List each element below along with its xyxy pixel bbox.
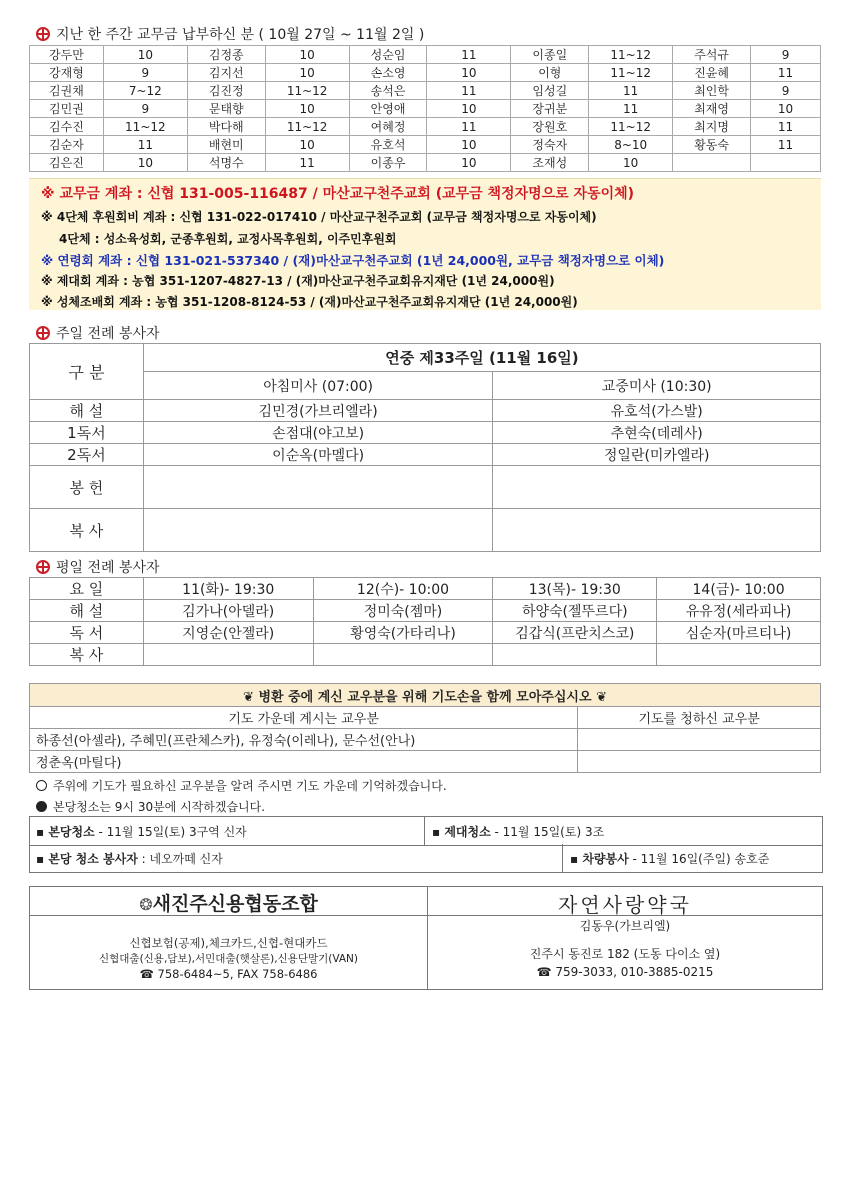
- donor-months: 10: [589, 154, 673, 172]
- donor-months: 11~12: [265, 118, 349, 136]
- donor-name: 유호석: [349, 136, 427, 154]
- donor-name: 석명수: [187, 154, 265, 172]
- table-row: [30, 751, 821, 773]
- table-row: [30, 509, 821, 552]
- table-row: [30, 729, 821, 751]
- cell: [143, 466, 493, 509]
- cell: [493, 466, 821, 509]
- cell: 12(수)- 10:00: [313, 578, 493, 600]
- row-label: 1독서: [30, 422, 144, 444]
- sunday-section-title: [36, 323, 160, 343]
- donor-months: 9: [103, 100, 187, 118]
- cell: 이순옥(마멜다): [143, 444, 493, 466]
- divider: [562, 844, 563, 872]
- notice-4groups-list: 4단체 : 성소육성회, 군종후원회, 교정사목후원회, 이주민후원회: [59, 232, 397, 246]
- cell: 황영숙(가타리나): [313, 622, 493, 644]
- value: : 네오까떼 신자: [137, 852, 223, 866]
- donor-months: 10: [427, 154, 511, 172]
- value: - 11월 16일(주일) 송호준: [628, 852, 770, 866]
- mass1-header: 아침미사 (07:00): [143, 372, 493, 400]
- cell: 손점대(야고보): [143, 422, 493, 444]
- phone: 759-3033, 010-3885-0215: [555, 965, 714, 979]
- donor-name: 이종우: [349, 154, 427, 172]
- donor-name: 문태향: [187, 100, 265, 118]
- donor-months: 11: [427, 46, 511, 64]
- cell: 정춘옥(마틸다): [30, 751, 578, 773]
- shinhyup-logo-icon: ❂: [139, 895, 153, 914]
- donor-name: 성순임: [349, 46, 427, 64]
- phone: 758-6484~5, FAX 758-6486: [157, 967, 318, 981]
- donor-months: 11~12: [103, 118, 187, 136]
- donor-months: 11: [751, 118, 821, 136]
- phone-icon: ☎: [139, 967, 154, 981]
- table-row: [30, 154, 821, 172]
- mass2-header: 교중미사 (10:30): [493, 372, 821, 400]
- donor-months: 11: [265, 154, 349, 172]
- donor-name: 장귀분: [511, 100, 589, 118]
- table-row: [30, 600, 821, 622]
- donor-months: 11: [103, 136, 187, 154]
- donor-name: 안영애: [349, 100, 427, 118]
- pharmacy-phone: [428, 965, 822, 979]
- donor-name: 황동숙: [673, 136, 751, 154]
- row-label: 해 설: [30, 400, 144, 422]
- table-row: [30, 644, 821, 666]
- ads-box: [29, 886, 823, 990]
- bell-icon: ❦: [596, 689, 607, 705]
- cell: 심순자(마르티나): [657, 622, 821, 644]
- table-row: [30, 118, 821, 136]
- prayer-col2-header: 기도를 청하신 교우분: [578, 707, 821, 729]
- donor-name: 이종일: [511, 46, 589, 64]
- cross-circle-icon: [36, 326, 50, 340]
- notice-tithe-account: ※ 교무금 계좌 : 신협 131-005-116487 / 마산교구천주교회 (교무금 책정자명으로 자동이체): [41, 186, 635, 202]
- donor-months: 9: [751, 46, 821, 64]
- vehicle-service: ▪ 차량봉사 - 11월 16일(주일) 송호준: [570, 852, 770, 866]
- donor-name: 김수진: [30, 118, 104, 136]
- altar-cleaning: ▪ 제대청소 - 11월 15일(토) 3조: [432, 825, 605, 839]
- value: - 11월 15일(토) 3조: [490, 825, 605, 839]
- donor-months: 8~10: [589, 136, 673, 154]
- table-row: [30, 422, 821, 444]
- name: 새진주신용협동조합: [152, 893, 318, 915]
- cleaning-note: [36, 798, 265, 815]
- donor-name: 최재영: [673, 100, 751, 118]
- value: - 11월 15일(토) 3구역 신자: [94, 825, 247, 839]
- weekday-section-title: [36, 557, 160, 577]
- donor-name: 김진정: [187, 82, 265, 100]
- pharmacy-address: 진주시 동진로 182 (도동 다이소 옆): [529, 947, 721, 961]
- donor-name: 박다해: [187, 118, 265, 136]
- donor-months: 10: [427, 136, 511, 154]
- donor-name: 김권채: [30, 82, 104, 100]
- donor-name: 강재형: [30, 64, 104, 82]
- donor-name: 강두만: [30, 46, 104, 64]
- circle-filled-icon: [36, 801, 47, 812]
- donor-months: 9: [751, 82, 821, 100]
- cell: 14(금)- 10:00: [657, 578, 821, 600]
- row-label: 복 사: [30, 644, 144, 666]
- note-text: 본당청소는 9시 30분에 시작하겠습니다.: [53, 800, 266, 814]
- cell: 유호석(가스발): [493, 400, 821, 422]
- cross-circle-icon: [36, 27, 50, 41]
- donor-months: 10: [265, 136, 349, 154]
- row-label: 독 서: [30, 622, 144, 644]
- donation-title: 지난 한 주간 교무금 납부하신 분 ( 10월 27일 ~ 11월 2일 ): [56, 27, 425, 43]
- church-cleaning: ▪ 본당청소 - 11월 15일(토) 3구역 신자: [36, 825, 247, 839]
- credit-union-name: [30, 889, 427, 916]
- donor-name: 여혜정: [349, 118, 427, 136]
- notice-yeonryeong-account: ※ 연령회 계좌 : 신협 131-021-537340 / (재)마산교구천주교회 (1년 24,000원, 교무금 책정자명으로 이체): [41, 253, 665, 268]
- donor-name: 김은진: [30, 154, 104, 172]
- pharmacy-owner: 김동우(가브리엘): [579, 919, 671, 933]
- header-row: [30, 578, 821, 600]
- sunday-servers-table: [29, 343, 821, 552]
- table-row: [30, 622, 821, 644]
- cell: [578, 751, 821, 773]
- donor-name: 김정종: [187, 46, 265, 64]
- category-header: 구 분: [30, 344, 144, 400]
- cell: 13(목)- 19:30: [493, 578, 657, 600]
- prayer-request-table: [29, 683, 821, 773]
- donor-name: 정숙자: [511, 136, 589, 154]
- cell: 하종선(아셀라), 주혜민(프란체스카), 유정숙(이레나), 문수선(안나): [30, 729, 578, 751]
- donor-name: 장원호: [511, 118, 589, 136]
- sunday-title: 주일 전례 봉사자: [56, 326, 160, 342]
- prayer-col1-header: 기도 가운데 계시는 교우분: [30, 707, 578, 729]
- cell: [313, 644, 493, 666]
- donor-months: 11~12: [589, 64, 673, 82]
- pharmacy-name: 자연사랑약국: [428, 889, 822, 916]
- donor-months: 11: [427, 118, 511, 136]
- pharmacy-ad: [428, 887, 822, 989]
- cross-circle-icon: [36, 560, 50, 574]
- label: 차량봉사: [582, 852, 629, 866]
- cell: 김갑식(프란치스코): [493, 622, 657, 644]
- donor-months: 10: [265, 64, 349, 82]
- cell: [143, 509, 493, 552]
- row-label: 해 설: [30, 600, 144, 622]
- note-text: 주위에 기도가 필요하신 교우분을 알려 주시면 기도 가운데 기억하겠습니다.: [53, 779, 447, 793]
- account-notices: [29, 178, 821, 310]
- donor-name: 최인학: [673, 82, 751, 100]
- donor-name: 진윤혜: [673, 64, 751, 82]
- donor-months: 11~12: [589, 118, 673, 136]
- credit-union-phone: [30, 967, 427, 981]
- cell: [657, 644, 821, 666]
- cell: 하양숙(젤뚜르다): [493, 600, 657, 622]
- table-row: [30, 444, 821, 466]
- notice-adoration-account: ※ 성체조배회 계좌 : 농협 351-1208-8124-53 / (재)마산교구천주교회유지재단 (1년 24,000원): [41, 295, 578, 309]
- donor-months: 11: [589, 100, 673, 118]
- donor-months: 11: [751, 136, 821, 154]
- donor-name: 최지명: [673, 118, 751, 136]
- cell: 지영순(안젤라): [143, 622, 313, 644]
- cell: [493, 644, 657, 666]
- donor-months: 11: [589, 82, 673, 100]
- cell: [143, 644, 313, 666]
- donor-months: 7~12: [103, 82, 187, 100]
- weekday-servers-table: [29, 577, 821, 666]
- cell: [493, 509, 821, 552]
- donor-name: 김민권: [30, 100, 104, 118]
- credit-union-services: 신협보험(공제),체크카드,신협-현대카드: [129, 936, 328, 950]
- donor-months: 10: [265, 46, 349, 64]
- label: 제대청소: [444, 825, 491, 839]
- credit-union-loans: 신협대출(신용,담보),서민대출(햇살론),신용단말기(VAN): [99, 953, 358, 965]
- donor-months: 10: [103, 46, 187, 64]
- cell: 유유정(세라피나): [657, 600, 821, 622]
- week-header: 연중 제33주일 (11월 16일): [143, 344, 820, 372]
- credit-union-ad: [30, 887, 427, 989]
- donor-months: [751, 154, 821, 172]
- cell: 김가나(아델라): [143, 600, 313, 622]
- donor-name: 김순자: [30, 136, 104, 154]
- table-row: [30, 136, 821, 154]
- divider: [424, 817, 425, 845]
- cell: 김민경(가브리엘라): [143, 400, 493, 422]
- donor-months: 11: [751, 64, 821, 82]
- prayer-title: 병환 중에 계신 교우분을 위해 기도손을 함께 모아주십시오: [258, 689, 592, 705]
- donor-months: 11: [427, 82, 511, 100]
- bell-icon: ❦: [243, 689, 254, 705]
- row-label: 요 일: [30, 578, 144, 600]
- prayer-header: [30, 684, 821, 707]
- table-row: [30, 466, 821, 509]
- notice-altar-account: ※ 제대회 계좌 : 농협 351-1207-4827-13 / (재)마산교구천주교회유지재단 (1년 24,000원): [41, 274, 555, 288]
- donor-name: 이형: [511, 64, 589, 82]
- donation-table: [29, 45, 821, 172]
- donor-name: 조재성: [511, 154, 589, 172]
- donation-section-title: [36, 24, 424, 44]
- notice-4groups-account: ※ 4단체 후원회비 계좌 : 신협 131-022-017410 / 마산교구천주교회 (교무금 책정자명으로 자동이체): [41, 210, 597, 224]
- donor-months: 10: [427, 100, 511, 118]
- donor-months: 11~12: [589, 46, 673, 64]
- donor-months: 10: [751, 100, 821, 118]
- donor-name: 김지선: [187, 64, 265, 82]
- cell: 11(화)- 19:30: [143, 578, 313, 600]
- donor-months: 10: [103, 154, 187, 172]
- cell: 정일란(미카엘라): [493, 444, 821, 466]
- donor-name: 임성길: [511, 82, 589, 100]
- table-row: [30, 64, 821, 82]
- donor-name: 배현미: [187, 136, 265, 154]
- cell: [578, 729, 821, 751]
- donor-months: 10: [265, 100, 349, 118]
- table-row: [30, 82, 821, 100]
- phone-icon: ☎: [536, 965, 552, 979]
- donor-months: 11~12: [265, 82, 349, 100]
- donor-name: [673, 154, 751, 172]
- cleaning-volunteers: ▪ 본당 청소 봉사자 : 네오까떼 신자: [36, 852, 223, 866]
- donor-name: 주석규: [673, 46, 751, 64]
- cleaning-row-2: [29, 844, 823, 873]
- prayer-note: [36, 777, 447, 794]
- donor-months: 9: [103, 64, 187, 82]
- table-row: [30, 100, 821, 118]
- cell: 추현숙(데레사): [493, 422, 821, 444]
- row-label: 봉 헌: [30, 466, 144, 509]
- circle-outline-icon: [36, 780, 47, 791]
- donor-name: 송석은: [349, 82, 427, 100]
- cleaning-row-1: [29, 816, 823, 846]
- cell: 정미숙(젬마): [313, 600, 493, 622]
- label: 본당청소: [48, 825, 95, 839]
- weekday-title: 평일 전례 봉사자: [56, 560, 160, 576]
- table-row: [30, 46, 821, 64]
- donor-name: 손소영: [349, 64, 427, 82]
- label: 본당 청소 봉사자: [48, 852, 138, 866]
- donor-months: 10: [427, 64, 511, 82]
- row-label: 복 사: [30, 509, 144, 552]
- row-label: 2독서: [30, 444, 144, 466]
- table-row: [30, 400, 821, 422]
